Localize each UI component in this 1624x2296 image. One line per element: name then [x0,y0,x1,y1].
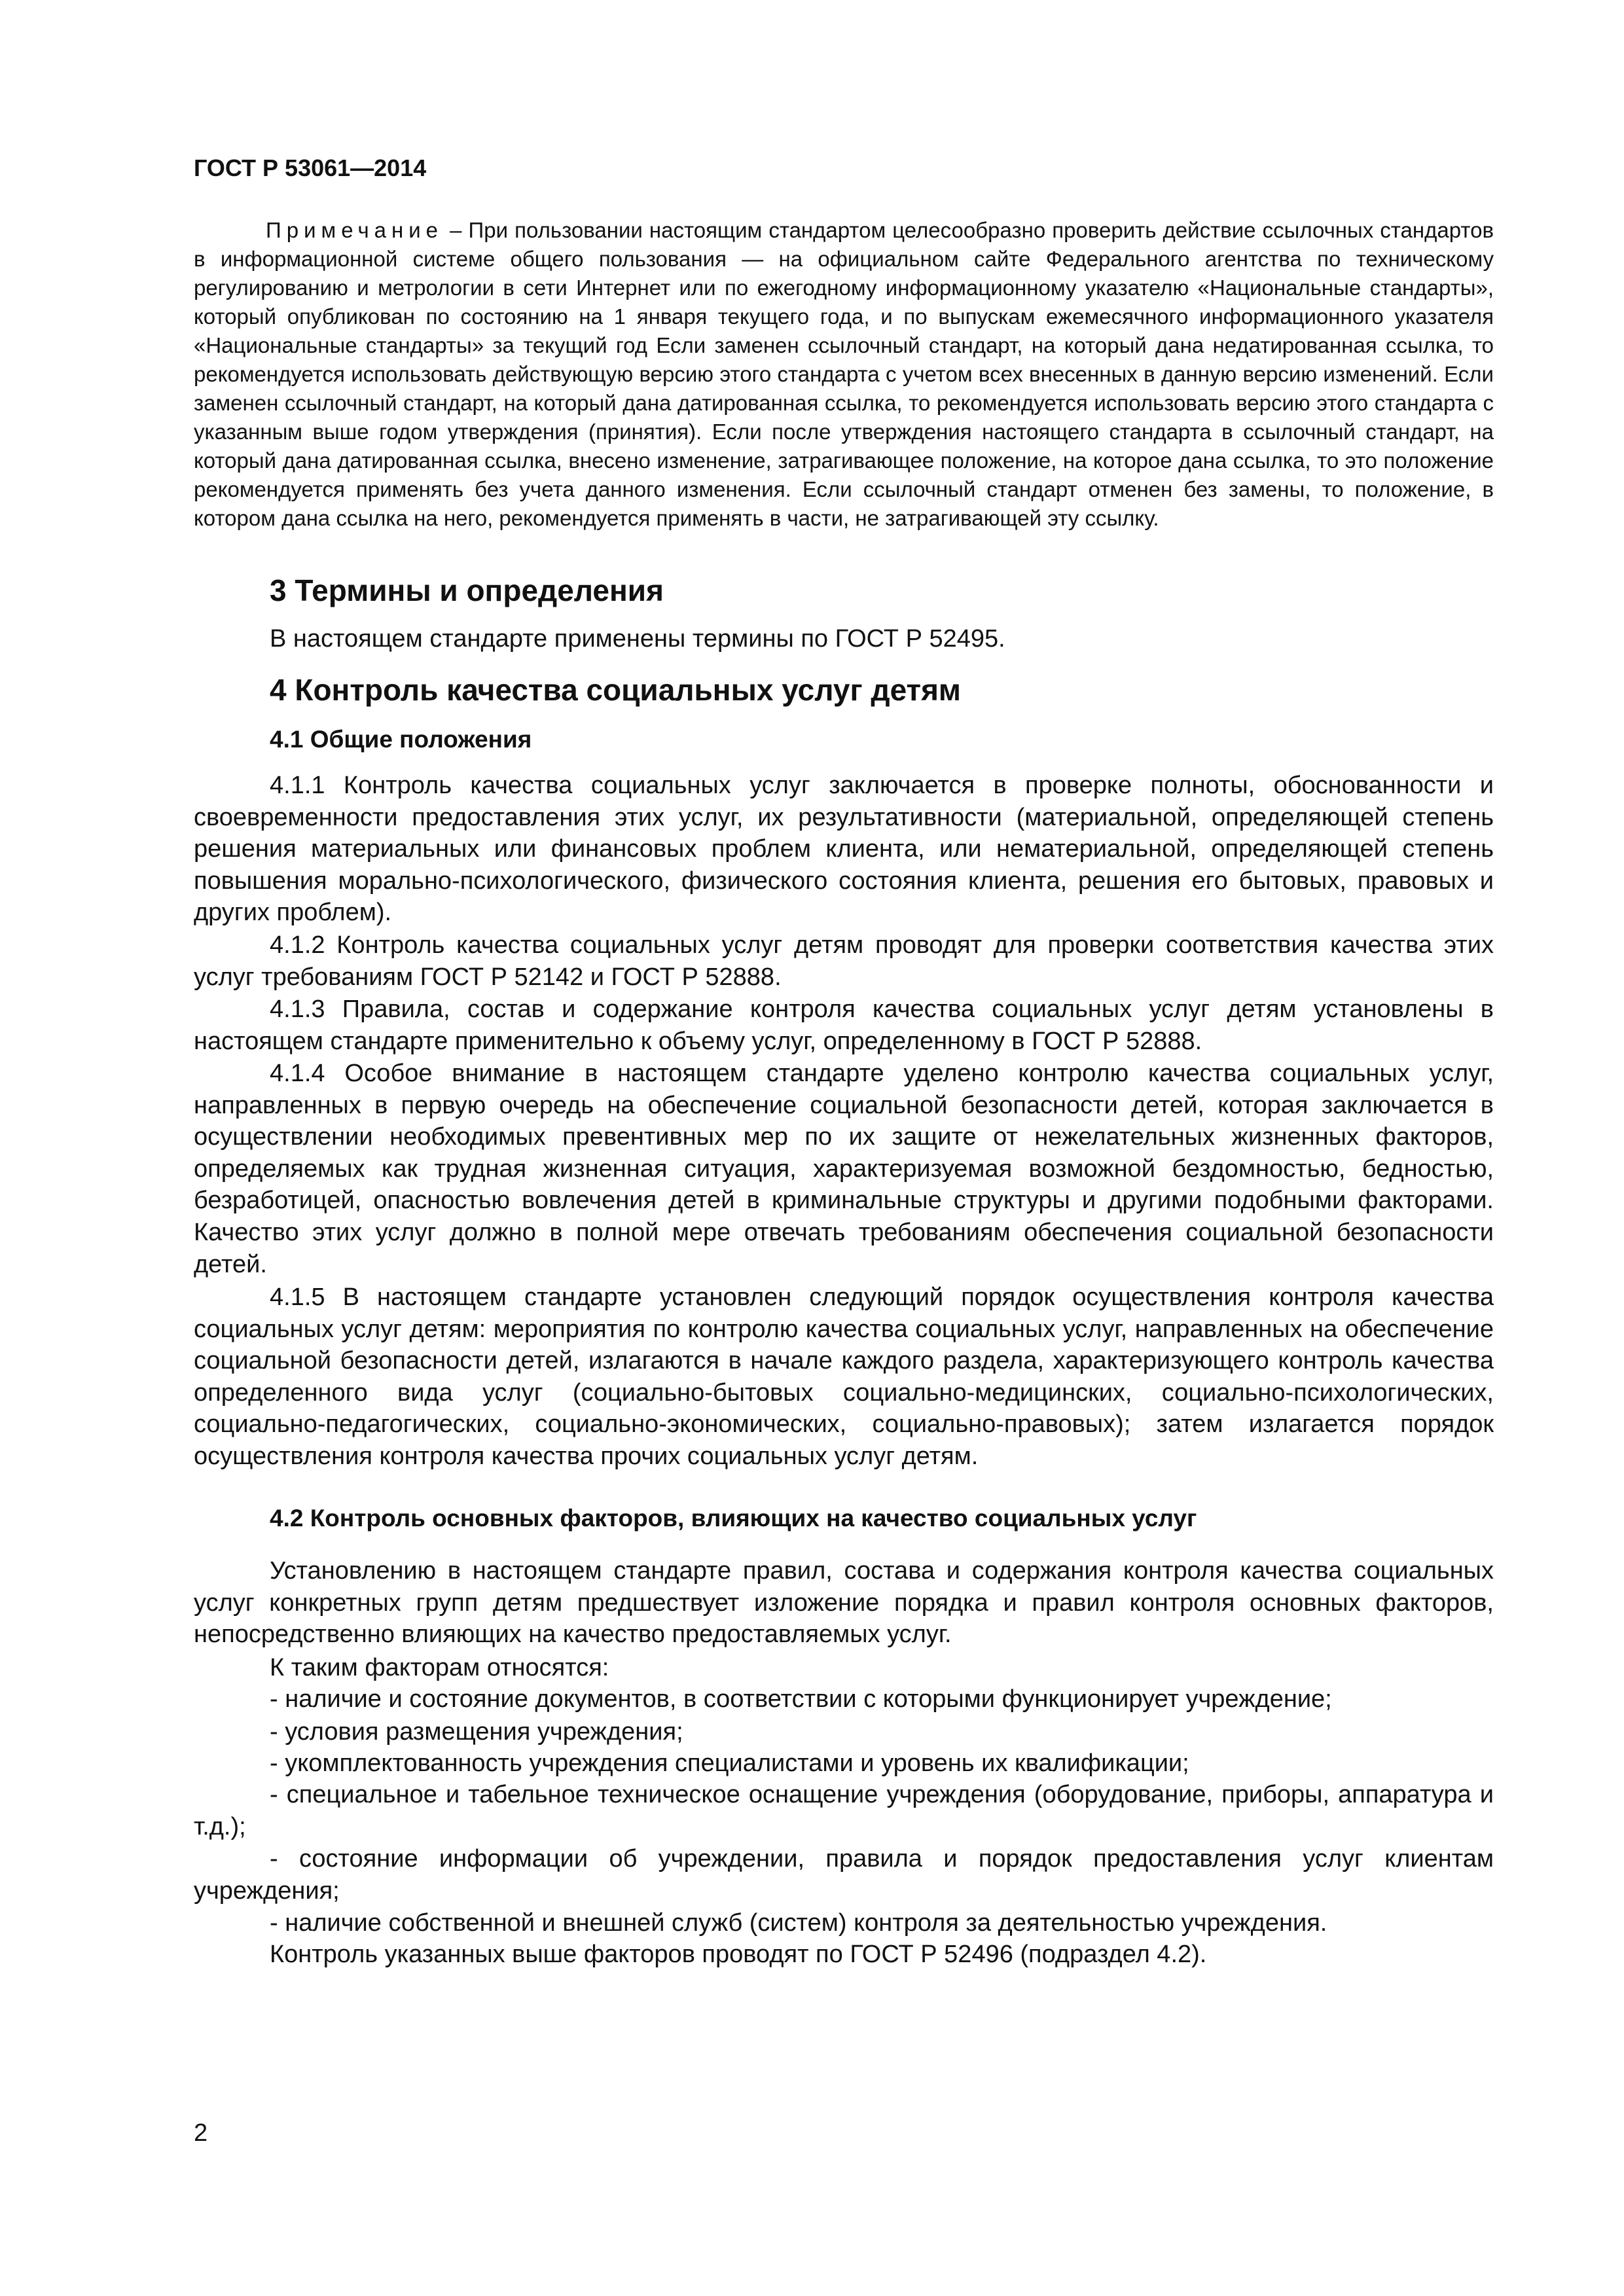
factor-item: - наличие собственной и внешней служб (систем) контроля за деятельностью учреждения. [270,1909,1327,1937]
factor-item: - специальное и табельное техническое оснащение учреждения (оборудование, приборы, аппаратура и т.д.); [194,1781,1494,1840]
page-number: 2 [194,2119,208,2147]
factor-item: - наличие и состояние документов, в соответствии с которыми функционирует учреждение; [270,1685,1332,1713]
reference-note [194,216,1494,533]
note-label: Примечание [266,218,444,242]
paragraph-4-2-intro: Установлению в настоящем стандарте правил, состава и содержания контроля качества социальных услуг конкретных групп детям предшествует изложение порядка и правил контроля основных факторов, непосредственно влияющих на качество предоставляемых услуг. [194,1557,1494,1649]
paragraph-4-1-4: 4.1.4 Особое внимание в настоящем стандарте уделено контролю качества социальных услуг, направленных в первую очередь на обеспечение социальной безопасности детей, которая заключается в осуществлении необходимых превентивных мер по их защите от нежелательных жизненных факторов, определяемых как трудная жизненная ситуация, характеризуемая возможной бездомностью, бедностью, безработицей, опасностью вовлечения детей в криминальные структуры и другими подобными факторами. Качество этих услуг должно в полной мере отвечать требованиям обеспечения социальной безопасности детей. [194,1060,1494,1278]
section-4-title: 4 Контроль качества социальных услуг детям [270,673,961,707]
paragraph-4-1-3: 4.1.3 Правила, состав и содержание контроля качества социальных услуг детям установлены в настоящем стандарте применительно к объему услуг, определенному в ГОСТ Р 52888. [194,996,1494,1055]
paragraph-4-1-5: 4.1.5 В настоящем стандарте установлен следующий порядок осуществления контроля качества социальных услуг детям: мероприятия по контролю качества социальных услуг, направленных на обеспечение социальной безопасности детей, излагаются в начале каждого раздела, характеризующего контроль качества определенного вида услуг (социально-бытовых социально-медицинских, социально-психологических, социально-педагогических, социально-экономических, социально-правовых); затем излагается порядок осуществления контроля качества прочих социальных услуг детям. [194,1283,1494,1470]
subsection-4-1-title: 4.1 Общие положения [270,726,532,753]
factor-item: - укомплектованность учреждения специалистами и уровень их квалификации; [270,1749,1189,1777]
factor-item: - состояние информации об учреждении, правила и порядок предоставления услуг клиентам учреждения; [194,1845,1494,1905]
section-3-title: 3 Термины и определения [270,573,664,607]
section-3-text: В настоящем стандарте применены термины по ГОСТ Р 52495. [270,625,1005,653]
paragraph-4-1-2: 4.1.2 Контроль качества социальных услуг детям проводят для проверки соответствия качества этих услуг требованиям ГОСТ Р 52142 и ГОСТ Р 52888. [194,931,1494,991]
paragraph-4-1-1: 4.1.1 Контроль качества социальных услуг заключается в проверке полноты, обоснованности и своевременности предоставления этих услуг, их результативности (материальной, определяющей степень решения материальных или финансовых проблем клиента, или нематериальной, определяющей степень повышения морально-психологического, физического состояния клиента, решения его бытовых, правовых и других проблем). [194,772,1494,927]
subsection-4-2-title: 4.2 Контроль основных факторов, влияющих на качество социальных услуг [270,1505,1197,1532]
factor-item: - условия размещения учреждения; [270,1718,683,1746]
note-text: – При пользовании настоящим стандартом целесообразно проверить действие ссылочных стандартов в информационной системе общего пользования — на официальном сайте Федерального агентства по техническому регулированию и метрологии в сети Интернет или по ежегодному информационному указателю «Национальные стандарты», который опубликован по состоянию на 1 января текущего года, и по выпускам ежемесячного информационного указателя «Национальные стандарты» за текущий год Если заменен ссылочный стандарт, на который дана недатированная ссылка, то рекомендуется использовать действующую версию этого стандарта с учетом всех внесенных в данную версию изменений. Если заменен ссылочный стандарт, на который дана датированная ссылка, то рекомендуется использовать версию этого стандарта с указанным выше годом утверждения (принятия). Если после утверждения настоящего стандарта в ссылочный стандарт, на который дана датированная ссылка, внесено изменение, затрагивающее положение, на которое дана ссылка, то это положение рекомендуется применять без учета данного изменения. Если ссылочный стандарт отменен без замены, то положение, в котором дана ссылка на него, рекомендуется применять в части, не затрагивающей эту ссылку. [194,218,1494,530]
document-id-header: ГОСТ Р 53061—2014 [194,154,427,181]
paragraph-4-2-closing: Контроль указанных выше факторов проводят по ГОСТ Р 52496 (подраздел 4.2). [270,1941,1207,1968]
factors-lead: К таким факторам относятся: [270,1654,609,1681]
